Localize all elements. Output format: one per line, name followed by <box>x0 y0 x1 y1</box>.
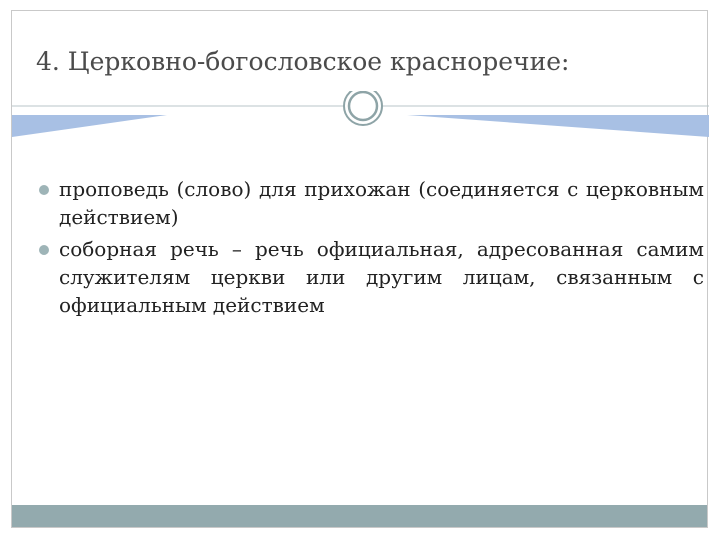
left-swoosh <box>12 115 167 137</box>
bullet-dot-icon <box>39 185 49 195</box>
footer-bar <box>12 505 707 527</box>
slide <box>11 10 708 528</box>
bullet-item <box>36 235 704 319</box>
bullet-item <box>36 175 704 231</box>
bullet-text: проповедь (слово) для прихожан (соединяется с церковным действием) <box>59 177 704 229</box>
right-swoosh <box>407 115 709 137</box>
title-divider-ornament <box>12 91 709 151</box>
slide-title: 4. Церковно-богословское красноречие: <box>36 47 570 76</box>
bullet-dot-icon <box>39 245 49 255</box>
bullet-list <box>36 175 704 323</box>
bullet-text: соборная речь – речь официальная, адресованная самим служителям церкви или другим лицам, связанным с официальным действием <box>59 237 704 317</box>
